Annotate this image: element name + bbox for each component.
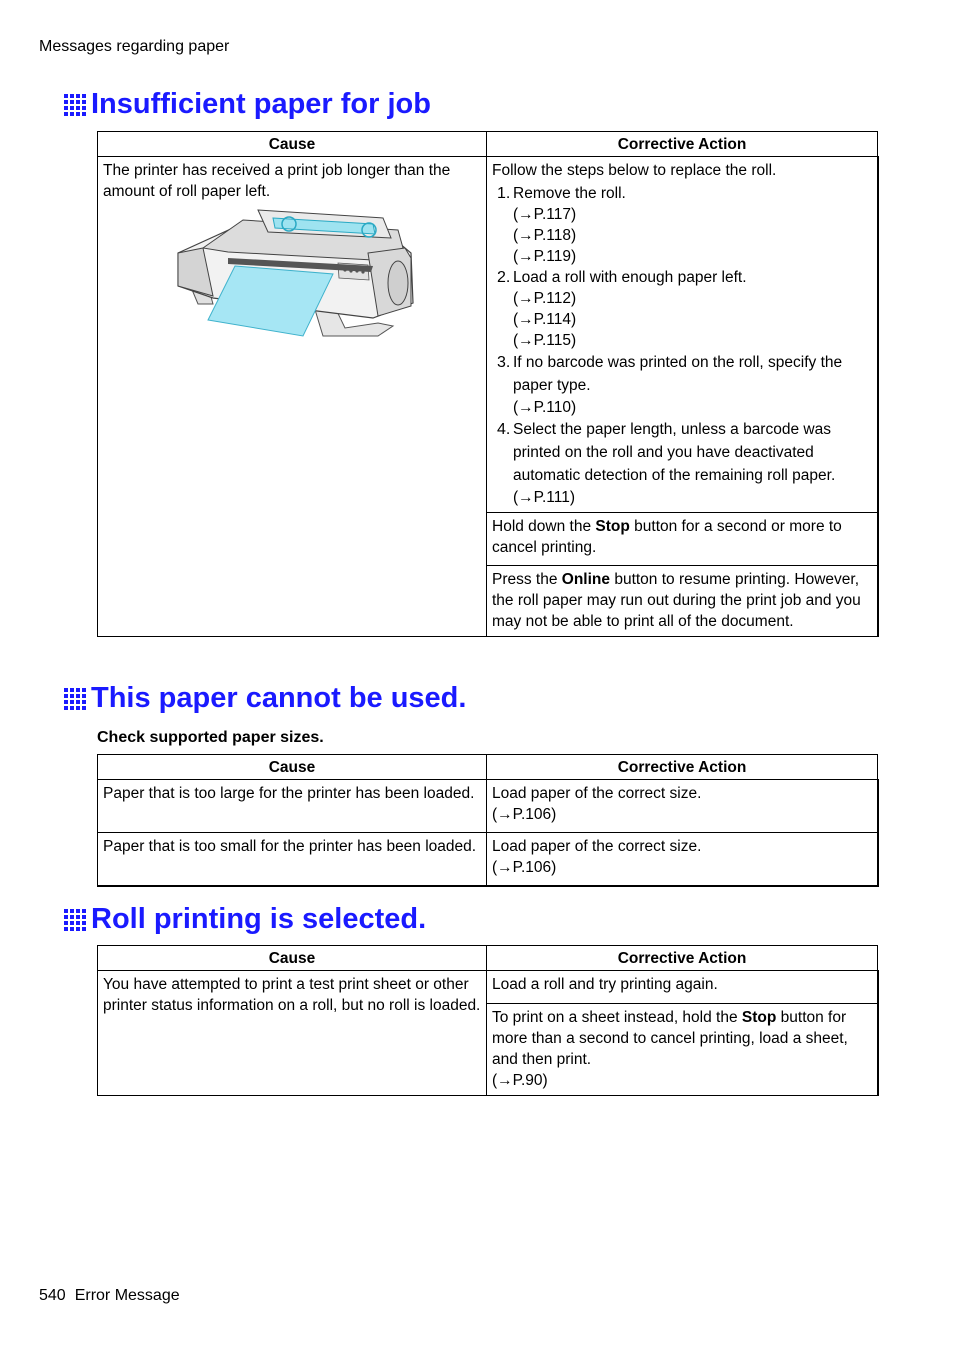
page-reference-link[interactable]: (→P.114) — [513, 311, 577, 328]
action-text: button for a second or more to cancel printing. — [492, 518, 842, 556]
table-row — [98, 833, 878, 886]
page-reference-link[interactable]: (→P.112) — [513, 290, 577, 307]
stop-button-label: Stop — [741, 1009, 777, 1026]
cause-text: Paper that is too small for the printer has been loaded. — [103, 838, 477, 855]
action-cell-print-sheet — [487, 1004, 878, 1096]
column-header-cause: Cause — [98, 755, 487, 780]
step-item — [492, 418, 872, 508]
step-text: If no barcode was printed on the roll, specify the paper type. — [513, 354, 843, 394]
page-reference-link[interactable]: (→P.118) — [513, 227, 577, 244]
action-text: Hold down the — [492, 518, 596, 535]
cause-cell — [98, 780, 487, 833]
grid-bullet-icon — [64, 909, 86, 931]
step-text: Remove the roll. — [513, 185, 626, 202]
table-row — [98, 780, 878, 833]
page-reference-link[interactable]: (→P.115) — [513, 332, 577, 349]
page-reference-link[interactable]: (→P.119) — [513, 248, 577, 265]
page-reference-link[interactable]: (→P.117) — [513, 206, 577, 223]
section-subtitle: Check supported paper sizes. — [97, 729, 324, 746]
page-number: 540 — [39, 1287, 66, 1304]
footer-section: Error Message — [74, 1287, 180, 1304]
cause-cell — [98, 833, 487, 886]
action-text: Press the — [492, 571, 562, 588]
table-roll-printing-selected — [97, 945, 879, 1096]
column-header-action: Corrective Action — [487, 132, 878, 157]
column-header-action: Corrective Action — [487, 946, 878, 971]
section-title-paper-cannot-be-used — [64, 682, 466, 715]
step-item — [492, 267, 872, 351]
stop-button-label: Stop — [595, 518, 630, 535]
page-reference-link[interactable]: (→P.106) — [492, 859, 557, 876]
column-header-action: Corrective Action — [487, 755, 878, 780]
step-item — [492, 183, 872, 267]
step-number: 1. — [497, 185, 511, 202]
table-insufficient-paper — [97, 131, 879, 637]
column-header-cause: Cause — [98, 946, 487, 971]
step-number: 4. — [497, 421, 511, 438]
cause-text: Paper that is too large for the printer has been loaded. — [103, 785, 475, 802]
action-cell-load-roll — [487, 971, 878, 1004]
printer-illustration — [173, 208, 415, 338]
action-cell — [487, 780, 878, 833]
step-text: Select the paper length, unless a barcode was printed on the roll and you have deactivated automatic detection of the remaining roll paper. — [513, 421, 836, 484]
page-reference-link[interactable]: (→P.90) — [492, 1072, 548, 1089]
page-reference-link[interactable]: (→P.110) — [513, 399, 577, 416]
action-intro: Follow the steps below to replace the roll. — [492, 162, 777, 179]
step-number: 3. — [497, 354, 511, 371]
section-title-text: This paper cannot be used. — [91, 682, 467, 714]
page-footer — [39, 1287, 180, 1305]
cause-text: The printer has received a print job longer than the amount of roll paper left. — [103, 162, 451, 200]
section-title-text: Roll printing is selected. — [91, 903, 427, 935]
step-text: Load a roll with enough paper left. — [513, 269, 747, 286]
action-text: Load paper of the correct size. — [492, 838, 702, 855]
running-header: Messages regarding paper — [39, 38, 230, 55]
table-paper-cannot-be-used — [97, 754, 879, 887]
section-title-roll-printing-selected — [64, 903, 426, 936]
online-button-label: Online — [561, 571, 611, 588]
page-reference-link[interactable]: (→P.111) — [513, 489, 576, 506]
section-title-text: Insufficient paper for job — [91, 88, 431, 120]
step-item — [492, 351, 872, 418]
steps-list — [492, 183, 872, 508]
cause-cell — [98, 971, 487, 1096]
action-text: To print on a sheet instead, hold the — [492, 1009, 742, 1026]
action-text: button to resume printing. However, the roll paper may run out during the print job and you may not be able to print all of the document. — [492, 571, 861, 630]
action-cell-replace-roll — [487, 157, 878, 513]
action-cell-stop — [487, 513, 878, 566]
column-header-cause: Cause — [98, 132, 487, 157]
action-text: button for more than a second to cancel printing, load a sheet, and then print. — [492, 1009, 848, 1068]
action-cell-online — [487, 566, 878, 637]
action-text: Load paper of the correct size. — [492, 785, 702, 802]
action-cell — [487, 833, 878, 886]
cause-text: You have attempted to print a test print sheet or other printer status information on a roll, but no roll is loaded. — [103, 976, 481, 1014]
action-text: Load a roll and try printing again. — [492, 976, 718, 993]
step-number: 2. — [497, 269, 511, 286]
page-reference-link[interactable]: (→P.106) — [492, 806, 557, 823]
grid-bullet-icon — [64, 688, 86, 710]
grid-bullet-icon — [64, 94, 86, 116]
cause-cell — [98, 157, 487, 637]
section-title-insufficient-paper — [64, 88, 431, 121]
